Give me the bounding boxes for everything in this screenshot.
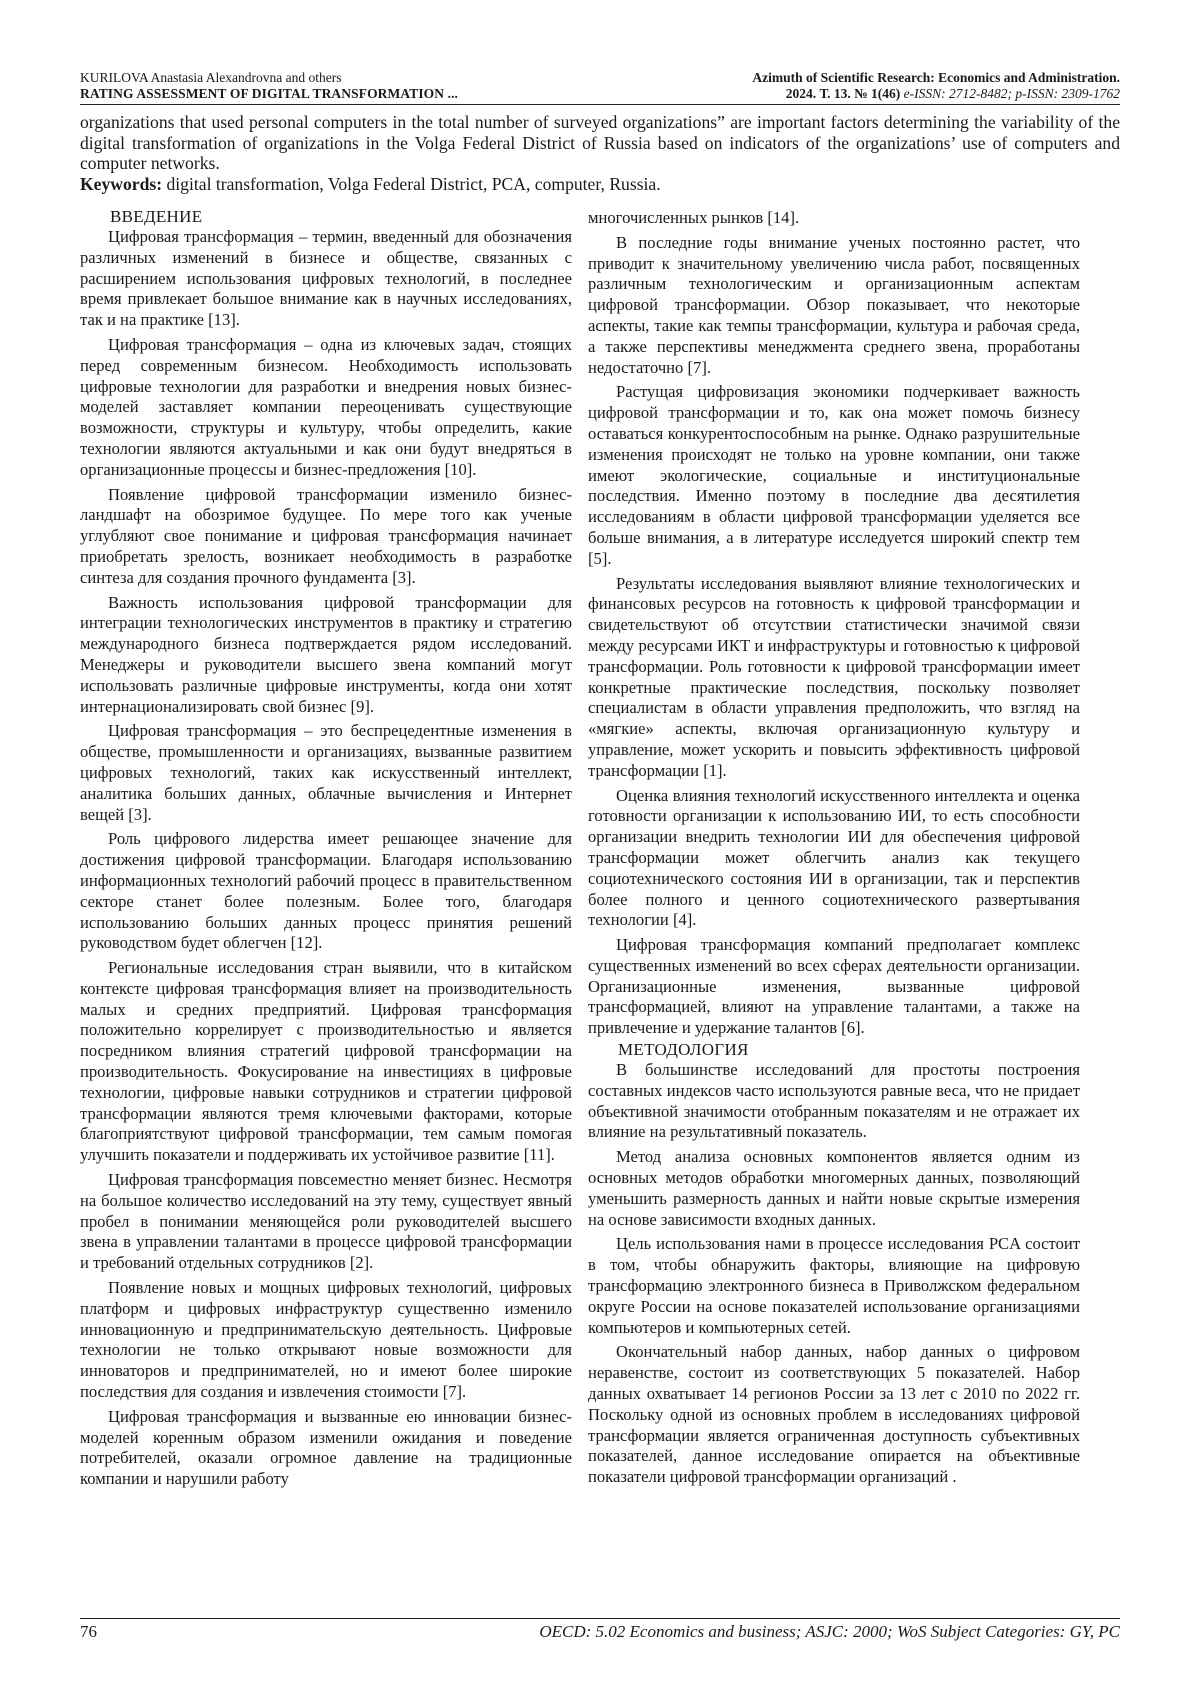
journal-issue-line xyxy=(752,86,1120,102)
footer-divider xyxy=(80,1618,1120,1619)
abstract-section xyxy=(80,112,1120,194)
journal-issn: e-ISSN: 2712-8482; p-ISSN: 2309-1762 xyxy=(903,86,1120,101)
body-paragraph: Цифровая трансформация компаний предполагает комплекс существенных изменений во всех сферах деятельности организации. Организационные изменения, вызванные цифровой трансформацией, влияют на управление талантами, а также на привлечение и удержание талантов [6]. xyxy=(588,935,1080,1038)
subject-classification: OECD: 5.02 Economics and business; ASJC: 2000; WoS Subject Categories: GY, PC xyxy=(539,1622,1120,1641)
running-header-authors: KURILOVA Anastasia Alexandrovna and others xyxy=(80,70,342,85)
body-paragraph: Появление новых и мощных цифровых технологий, цифровых платформ и цифровых инфраструктур существенно изменило инновационную и предпринимательскую деятельность. Цифровые технологии не только открывают новые возможности для инноваторов и предпринимателей, но и имеют более широкие последствия для создания и извлечения стоимости [7]. xyxy=(80,1278,572,1402)
body-paragraph: Цифровая трансформация и вызванные ею инновации бизнес-моделей коренным образом изменили ожидания и поведение потребителей, оказали огромное давление на традиционные компании и нарушили работу xyxy=(80,1406,572,1489)
body-paragraph: Роль цифрового лидерства имеет решающее значение для достижения цифровой трансформации. Благодаря использованию информационных технологий рабочий процесс в правительственном секторе станет более полезным. Более того, благодаря использованию больших данных процесс принятия решений руководством будет облегчен [12]. xyxy=(80,829,572,953)
body-paragraph: Появление цифровой трансформации изменило бизнес-ландшафт на обозримое будущее. По мере того как ученые углубляют свое понимание и цифровая трансформация начинает приобретать зрелость, возникает необходимость в разработке синтеза для создания прочного фундамента [3]. xyxy=(80,484,572,587)
body-paragraph: Результаты исследования выявляют влияние технологических и финансовых ресурсов на готовность к цифровой трансформации и свидетельствуют об отсутствии статистически значимой связи между ресурсами ИКТ и инфраструктуры и готовностью к цифровой трансформации. Роль готовности к цифровой трансформации имеет конкретные практические последствия, поскольку позволяет специалистам в области управления предположить, что взгляд на «мягкие» аспекты, включая организационную культуру и управление, может ускорить и повысить эффективность цифровой трансформации [1]. xyxy=(588,573,1080,780)
keywords-line xyxy=(80,174,1120,195)
continued-paragraph: многочисленных рынков [14]. xyxy=(588,208,800,227)
body-paragraph: Цифровая трансформация повсеместно меняет бизнес. Несмотря на большое количество исследований на эту тему, существует явный пробел в понимании меняющейся роли руководителей высшего звена в управлении талантами в процессе цифровой трансформации и требований отдельных сотрудников [2]. xyxy=(80,1170,572,1273)
body-paragraph: Цель использования нами в процессе исследования PCA состоит в том, чтобы обнаружить факторы, влияющие на цифровую трансформацию электронного бизнеса в Приволжском федеральном округе России на основе показателей использование организациями компьютеров и компьютерных сетей. xyxy=(588,1234,1080,1337)
body-paragraph: Окончательный набор данных, набор данных о цифровом неравенстве, состоит из соответствующих 5 показателей. Набор данных охватывает 14 регионов России за 13 лет с 2010 по 2022 гг. Поскольку одной из основных проблем в исследованиях цифровой трансформации является ограниченная доступность субъективных показателей, данное исследование опирается на объективные показатели цифровой трансформации организаций . xyxy=(588,1342,1080,1487)
abstract-text: organizations that used personal computers in the total number of surveyed organizations” are important factors determining the variability of the digital transformation of organizations in the Volga Federal District of Russia based on indicators of the organizations’ use of computers and computer networks. xyxy=(80,112,1120,173)
section-heading-methodology: МЕТОДОЛОГИЯ xyxy=(618,1040,749,1060)
body-paragraph: Важность использования цифровой трансформации для интеграции технологических инструментов в практику и стратегию международного бизнеса подтверждается рядом исследований. Менеджеры и руководители высшего звена компаний могут использовать различные цифровые инструменты, когда они хотят интернационализировать свой бизнес [9]. xyxy=(80,592,572,716)
running-header-journal xyxy=(752,70,1120,102)
body-paragraph: Региональные исследования стран выявили, что в китайском контексте цифровая трансформация влияет на производительность малых и средних предприятий. Цифровая трансформация положительно коррелирует с производительностью и является посредником влияния стратегий цифровой трансформации на производительность. Фокусирование на инвестициях в цифровые технологии, цифровые навыки сотрудников и стратегии цифровой трансформации являются тремя ключевыми факторами, которые благоприятствуют цифровой трансформации, тем самым помогая улучшить показатели и поддерживать их устойчивое развитие [11]. xyxy=(80,958,572,1165)
running-header xyxy=(80,70,1120,105)
right-column xyxy=(588,208,1080,1488)
running-header-article xyxy=(80,70,458,102)
left-column xyxy=(80,206,572,1490)
body-paragraph: Метод анализа основных компонентов является одним из основных методов обработки многомерных данных, позволяющий уменьшить размерность данных и найти новые скрытые измерения на основе зависимости входных данных. xyxy=(588,1147,1080,1229)
running-header-article-title: RATING ASSESSMENT OF DIGITAL TRANSFORMATION ... xyxy=(80,86,459,101)
body-paragraph: Цифровая трансформация – это беспрецедентные изменения в обществе, промышленности и организациях, вызванные развитием цифровых технологий, таких как искусственный интеллект, аналитика больших данных, облачные вычисления и Интернет вещей [3]. xyxy=(80,721,572,824)
section-heading-introduction: ВВЕДЕНИЕ xyxy=(110,207,203,226)
body-paragraph: Цифровая трансформация – одна из ключевых задач, стоящих перед современным бизнесом. Необходимость использовать цифровые технологии для разработки и внедрения новых бизнес-моделей заставляет компании переоценивать существующие возможности, структуры и культуру, чтобы определить, какие технологии являются актуальными и как они будут внедряться в организационные процессы и бизнес-предложения [10]. xyxy=(80,334,572,479)
body-paragraph: В последние годы внимание ученых постоянно растет, что приводит к значительному увеличению числа работ, посвященных различным технологическим и организационным аспектам цифровой трансформации. Обзор показывает, что некоторые аспекты, такие как темпы трансформации, культура и рабочая среда, а также перспективы менеджмента среднего звена, проработаны недостаточно [7]. xyxy=(588,232,1080,377)
journal-name: Azimuth of Scientific Research: Economics and Administration. xyxy=(752,70,1120,85)
journal-issue: 2024. Т. 13. № 1(46) xyxy=(785,86,901,101)
keywords-text: digital transformation, Volga Federal District, PCA, computer, Russia. xyxy=(166,173,661,194)
keywords-label: Keywords: xyxy=(80,173,163,194)
body-paragraph: Растущая цифровизация экономики подчеркивает важность цифровой трансформации и то, как она может помочь бизнесу оставаться конкурентоспособным на рынке. Однако разрушительные изменения происходят не только на уровне компании, они также имеют экологические, социальные и институциональные последствия. Именно поэтому в последние два десятилетия исследованиям в области цифровой трансформации уделяется все больше внимания, а в литературе исследуется широкий спектр тем [5]. xyxy=(588,382,1080,568)
body-paragraph: Оценка влияния технологий искусственного интеллекта и оценка готовности организации к использованию ИИ, то есть способности организации внедрить технологии ИИ для обеспечения цифровой трансформации может облегчить анализ как текущего социотехнического состояния ИИ в организации, так и перспектив более полного и ценного социотехнического развертывания технологии [4]. xyxy=(588,785,1080,930)
page-number: 76 xyxy=(80,1622,97,1641)
body-paragraph: Цифровая трансформация – термин, введенный для обозначения различных изменений в бизнесе и обществе, связанных с расширением использования цифровых технологий, в последнее время привлекает большое внимание как в научных исследованиях, так и на практике [13]. xyxy=(80,227,572,330)
body-paragraph: В большинстве исследований для простоты построения составных индексов часто используются равные веса, что не придает объективной значимости отобранным показателям и не отражает их влияние на результативный показатель. xyxy=(588,1060,1080,1142)
